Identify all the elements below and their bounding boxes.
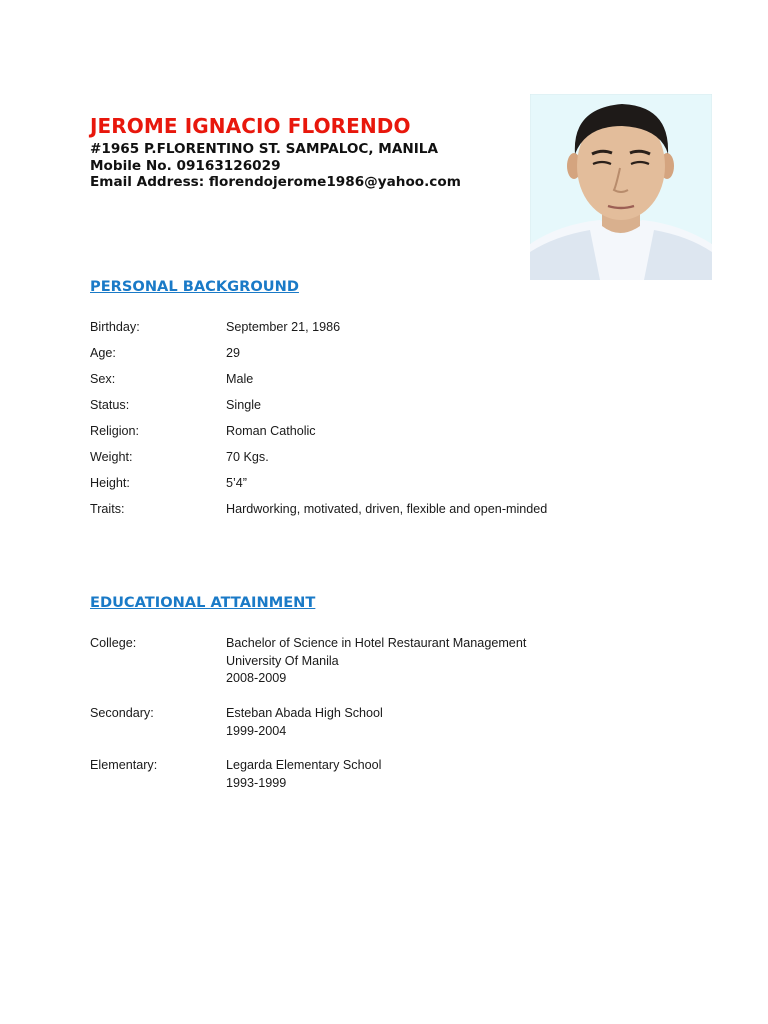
applicant-photo <box>530 94 712 280</box>
row-label: Height: <box>90 476 130 490</box>
personal-background-heading: PERSONAL BACKGROUND <box>90 278 299 295</box>
row-label: Birthday: <box>90 320 140 334</box>
row-label: Weight: <box>90 450 133 464</box>
row-label: Sex: <box>90 372 116 386</box>
row-value <box>226 705 383 740</box>
mobile-number: Mobile No. 09163126029 <box>90 157 281 174</box>
row-value <box>226 635 526 688</box>
applicant-name: JEROME IGNACIO FLORENDO <box>90 114 411 138</box>
row-value: 70 Kgs. <box>226 450 269 464</box>
educational-attainment-heading: EDUCATIONAL ATTAINMENT <box>90 594 316 611</box>
row-value: Male <box>226 372 254 386</box>
row-value: 5’4” <box>226 476 247 490</box>
row-value: 29 <box>226 346 241 360</box>
college-school: University Of Manila <box>226 653 339 668</box>
row-value: Hardworking, motivated, driven, flexible and open-minded <box>226 502 548 516</box>
row-label: Religion: <box>90 424 140 438</box>
contact-block <box>90 141 461 191</box>
row-label: Status: <box>90 398 130 412</box>
row-label: Age: <box>90 346 116 360</box>
college-degree: Bachelor of Science in Hotel Restaurant Management <box>226 636 527 650</box>
row-value <box>226 757 381 792</box>
elementary-years: 1993-1999 <box>226 775 287 790</box>
row-value: September 21, 1986 <box>226 320 341 334</box>
secondary-years: 1999-2004 <box>226 723 287 738</box>
secondary-school: Esteban Abada High School <box>226 706 383 720</box>
row-value: Roman Catholic <box>226 424 316 438</box>
email-address: Email Address: florendojerome1986@yahoo.com <box>90 174 461 190</box>
college-years: 2008-2009 <box>226 671 287 685</box>
address: #1965 P.FLORENTINO ST. SAMPALOC, MANILA <box>90 141 438 157</box>
row-label: College: <box>90 636 137 650</box>
row-label: Elementary: <box>90 758 158 772</box>
row-value: Single <box>226 398 262 412</box>
row-label: Secondary: <box>90 706 154 720</box>
elementary-school: Legarda Elementary School <box>226 758 382 772</box>
row-label: Traits: <box>90 502 125 516</box>
